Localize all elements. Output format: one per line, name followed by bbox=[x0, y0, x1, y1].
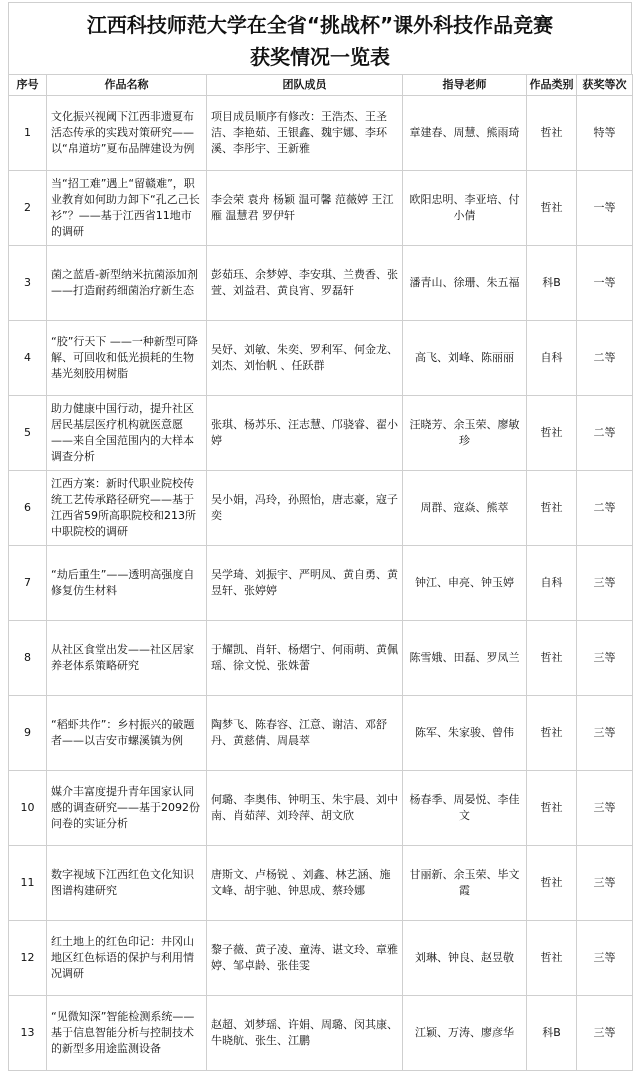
cell-no: 12 bbox=[9, 921, 47, 996]
cell-project-name: “见微知深”智能检测系统——基于信息智能分析与控制技术的新型多用途监测设备 bbox=[47, 996, 207, 1071]
cell-no: 13 bbox=[9, 996, 47, 1071]
table-row bbox=[9, 771, 633, 846]
cell-no: 7 bbox=[9, 546, 47, 621]
cell-award: 三等 bbox=[577, 546, 633, 621]
cell-category: 哲社 bbox=[527, 621, 577, 696]
cell-project-name: 菌之蓝盾-新型纳米抗菌添加剂——打造耐药细菌治疗新生态 bbox=[47, 246, 207, 321]
cell-team-members: 何璐、李奥伟、钟明玉、朱宇晨、刘中南、肖茹萍、刘玲萍、胡文欣 bbox=[207, 771, 403, 846]
header-team: 团队成员 bbox=[207, 75, 403, 96]
cell-team-members: 黎子薇、黄子凌、童涛、谌文玲、章雅婷、邹卓龄、张佳雯 bbox=[207, 921, 403, 996]
table-title bbox=[8, 2, 632, 74]
cell-no: 11 bbox=[9, 846, 47, 921]
cell-team-members: 唐斯文、卢杨锐 、刘鑫、林艺涵、施文峰、胡宇驰、钟思成、蔡玲娜 bbox=[207, 846, 403, 921]
cell-award: 特等 bbox=[577, 96, 633, 171]
cell-advisors: 钟江、申亮、钟玉婷 bbox=[403, 546, 527, 621]
cell-award: 二等 bbox=[577, 396, 633, 471]
cell-award: 三等 bbox=[577, 996, 633, 1071]
cell-advisors: 杨春季、周晏悦、李佳文 bbox=[403, 771, 527, 846]
cell-no: 10 bbox=[9, 771, 47, 846]
cell-project-name: 当“招工难”遇上“留赣难”，职业教育如何助力卸下“孔乙己长衫”？——基于江西省11地市的调研 bbox=[47, 171, 207, 246]
cell-team-members: 吴学琦、刘振宇、严明凤、黄自勇、黄昱轩、张婷婷 bbox=[207, 546, 403, 621]
cell-category: 哲社 bbox=[527, 396, 577, 471]
table-row bbox=[9, 546, 633, 621]
header-row bbox=[9, 75, 633, 96]
cell-no: 5 bbox=[9, 396, 47, 471]
table-row bbox=[9, 321, 633, 396]
cell-project-name: “胶”行天下 ——一种新型可降解、可回收和低光损耗的生物基光刻胶用树脂 bbox=[47, 321, 207, 396]
header-name: 作品名称 bbox=[47, 75, 207, 96]
cell-team-members: 于耀凯、肖轩、杨熠宁、何雨萌、黄佩瑶、徐文悦、张姝蕾 bbox=[207, 621, 403, 696]
cell-award: 三等 bbox=[577, 696, 633, 771]
header-advisor: 指导老师 bbox=[403, 75, 527, 96]
table-row bbox=[9, 696, 633, 771]
table-row bbox=[9, 996, 633, 1071]
cell-advisors: 周群、寇焱、熊萃 bbox=[403, 471, 527, 546]
cell-category: 哲社 bbox=[527, 171, 577, 246]
cell-category: 哲社 bbox=[527, 771, 577, 846]
cell-category: 科B bbox=[527, 996, 577, 1071]
header-no: 序号 bbox=[9, 75, 47, 96]
cell-project-name: “劫后重生”——透明高强度自修复仿生材料 bbox=[47, 546, 207, 621]
table-row bbox=[9, 171, 633, 246]
cell-team-members: 吴小娟，冯玲，孙照怡，唐志豪，寇子奕 bbox=[207, 471, 403, 546]
cell-project-name: 数字视域下江西红色文化知识图谱构建研究 bbox=[47, 846, 207, 921]
table-row bbox=[9, 921, 633, 996]
cell-project-name: 媒介丰富度提升青年国家认同感的调查研究——基于2092份问卷的实证分析 bbox=[47, 771, 207, 846]
cell-award: 三等 bbox=[577, 921, 633, 996]
cell-category: 哲社 bbox=[527, 696, 577, 771]
table-row bbox=[9, 471, 633, 546]
cell-award: 三等 bbox=[577, 846, 633, 921]
header-award: 获奖等次 bbox=[577, 75, 633, 96]
title-line-1: 江西科技师范大学在全省“挑战杯”课外科技作品竞赛 bbox=[86, 13, 554, 37]
table-row bbox=[9, 246, 633, 321]
cell-team-members: 陶梦飞、陈春容、江意、谢洁、邓舒丹、黄慈倩、周晨萃 bbox=[207, 696, 403, 771]
cell-team-members: 李会荣 袁舟 杨颖 温可馨 范薇婷 王江雁 温慧君 罗伊轩 bbox=[207, 171, 403, 246]
cell-advisors: 江颖、万涛、廖彦华 bbox=[403, 996, 527, 1071]
cell-advisors: 刘琳、钟良、赵昱敬 bbox=[403, 921, 527, 996]
cell-project-name: 助力健康中国行动，提升社区居民基层医疗机构就医意愿——来自全国范围内的大样本调查分析 bbox=[47, 396, 207, 471]
cell-no: 3 bbox=[9, 246, 47, 321]
table-row bbox=[9, 621, 633, 696]
cell-advisors: 高飞、刘峰、陈丽丽 bbox=[403, 321, 527, 396]
cell-category: 哲社 bbox=[527, 471, 577, 546]
cell-no: 4 bbox=[9, 321, 47, 396]
cell-category: 哲社 bbox=[527, 846, 577, 921]
header-category: 作品类别 bbox=[527, 75, 577, 96]
cell-advisors: 潘青山、徐珊、朱五福 bbox=[403, 246, 527, 321]
table-row bbox=[9, 396, 633, 471]
cell-team-members: 吴妤、刘敏、朱奕、罗利军、何金龙、刘杰、刘怡帆 、任跃群 bbox=[207, 321, 403, 396]
cell-award: 三等 bbox=[577, 771, 633, 846]
cell-no: 6 bbox=[9, 471, 47, 546]
cell-award: 一等 bbox=[577, 246, 633, 321]
cell-advisors: 章建春、周慧、熊雨琦 bbox=[403, 96, 527, 171]
table-row bbox=[9, 96, 633, 171]
cell-advisors: 陈军、朱家骏、曾伟 bbox=[403, 696, 527, 771]
cell-project-name: “稻虾共作”：乡村振兴的破题者——以吉安市螺溪镇为例 bbox=[47, 696, 207, 771]
cell-team-members: 彭茹珏、余梦婷、李安琪、兰费香、张萱、刘益君、黄良宵、罗磊轩 bbox=[207, 246, 403, 321]
title-line-2: 获奖情况一览表 bbox=[250, 45, 390, 69]
cell-category: 自科 bbox=[527, 546, 577, 621]
cell-award: 一等 bbox=[577, 171, 633, 246]
cell-project-name: 红土地上的红色印记：井冈山地区红色标语的保护与利用情况调研 bbox=[47, 921, 207, 996]
cell-advisors: 欧阳忠明、李亚培、付小倩 bbox=[403, 171, 527, 246]
award-table bbox=[8, 74, 633, 1071]
cell-award: 二等 bbox=[577, 321, 633, 396]
cell-award: 三等 bbox=[577, 621, 633, 696]
cell-project-name: 从社区食堂出发——社区居家养老体系策略研究 bbox=[47, 621, 207, 696]
cell-no: 8 bbox=[9, 621, 47, 696]
cell-advisors: 甘丽新、余玉荣、毕文霞 bbox=[403, 846, 527, 921]
cell-no: 2 bbox=[9, 171, 47, 246]
cell-no: 9 bbox=[9, 696, 47, 771]
cell-project-name: 文化振兴视阈下江西非遗夏布活态传承的实践对策研究——以“帛道坊”夏布品牌建设为例 bbox=[47, 96, 207, 171]
cell-category: 科B bbox=[527, 246, 577, 321]
cell-team-members: 项目成员顺序有修改：王浩杰、王圣洁、李艳茹、王银鑫、魏宇娜、李环溪、李彤宇、王新雅 bbox=[207, 96, 403, 171]
cell-no: 1 bbox=[9, 96, 47, 171]
cell-category: 哲社 bbox=[527, 921, 577, 996]
table-row bbox=[9, 846, 633, 921]
cell-award: 二等 bbox=[577, 471, 633, 546]
cell-team-members: 赵超、刘梦瑶、许娟、周璐、闵其康、牛晓航、张生、江鹏 bbox=[207, 996, 403, 1071]
cell-team-members: 张琪、杨苏乐、汪志慧、邝骁睿、翟小婷 bbox=[207, 396, 403, 471]
cell-advisors: 陈雪娥、田磊、罗凤兰 bbox=[403, 621, 527, 696]
cell-project-name: 江西方案：新时代职业院校传统工艺传承路径研究——基于江西省59所高职院校和213所中职院校的调研 bbox=[47, 471, 207, 546]
cell-category: 哲社 bbox=[527, 96, 577, 171]
cell-advisors: 汪晓芳、余玉荣、廖敏珍 bbox=[403, 396, 527, 471]
cell-category: 自科 bbox=[527, 321, 577, 396]
